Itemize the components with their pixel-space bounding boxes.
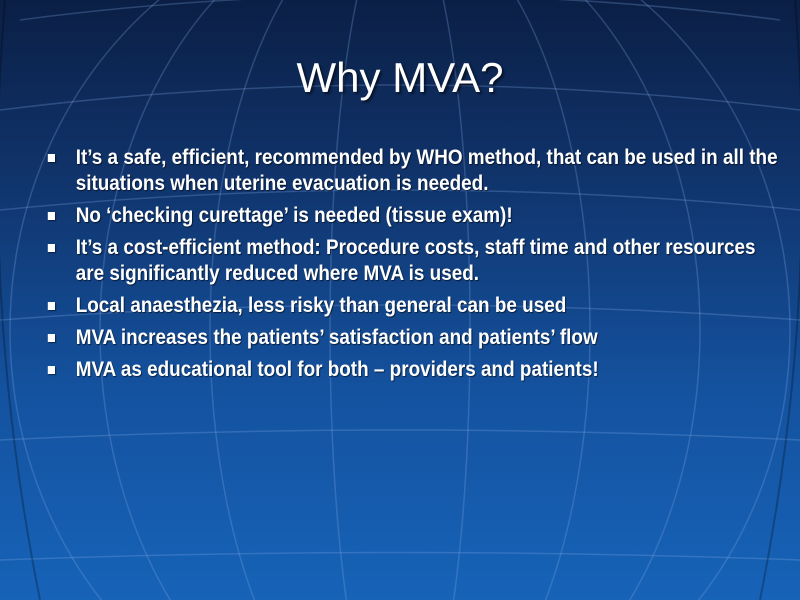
bullet-text: No ‘checking curettage’ is needed (tissue exam)!: [75, 204, 513, 227]
square-bullet-icon: [48, 154, 55, 162]
slide-title: Why MVA?: [296, 54, 504, 101]
bullet-item: [46, 357, 787, 383]
square-bullet-icon: [48, 212, 55, 220]
square-bullet-icon: [48, 244, 55, 252]
bullet-text: MVA as educational tool for both – providers and patients!: [75, 358, 599, 381]
square-bullet-icon: [48, 366, 55, 374]
bullet-item: [46, 235, 787, 287]
bullet-item: [46, 325, 787, 351]
bullet-text: It’s a safe, efficient, recommended by WHO method, that can be used in all the situations when uterine evacuation is needed.: [75, 146, 778, 195]
bullet-item: [46, 203, 787, 229]
square-bullet-icon: [48, 302, 55, 310]
bullet-text: It’s a cost-efficient method: Procedure costs, staff time and other resources are significantly reduced where MVA is used.: [75, 236, 756, 285]
bullet-text: MVA increases the patients’ satisfaction and patients’ flow: [75, 326, 598, 349]
bullet-text: Local anaesthezia, less risky than general can be used: [75, 294, 567, 317]
square-bullet-icon: [48, 334, 55, 342]
bullet-list: [46, 145, 778, 389]
bullet-item: [46, 293, 787, 319]
bullet-item: [46, 145, 787, 197]
